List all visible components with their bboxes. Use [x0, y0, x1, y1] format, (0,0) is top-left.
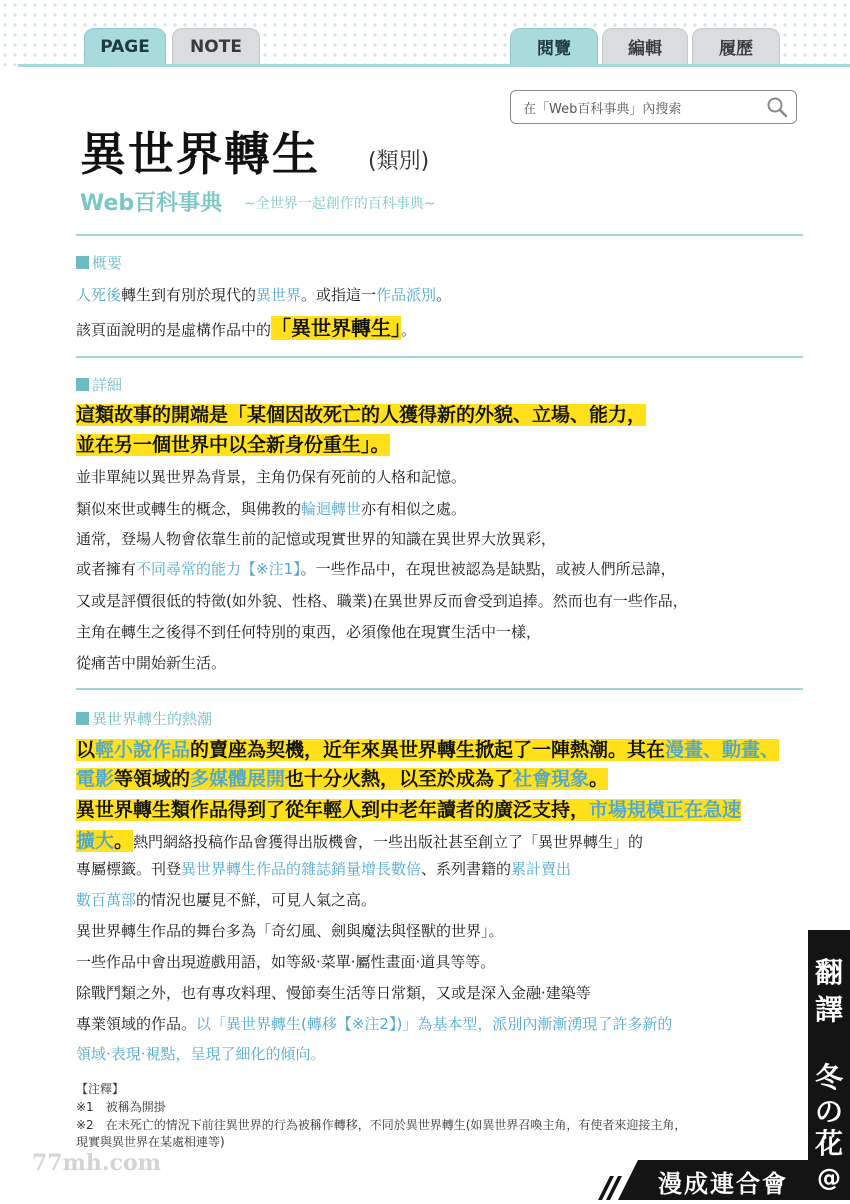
link-ability-note1[interactable]: 不同尋常的能力【※注1】	[136, 560, 301, 578]
text: 以	[76, 739, 96, 761]
boom-bold-1	[76, 735, 779, 762]
link-social-phenomenon[interactable]: 社會現象	[513, 768, 590, 790]
group-credit-badge	[598, 1160, 808, 1200]
tab-history[interactable]: 履歷	[692, 28, 780, 64]
link-manga-anime[interactable]: 漫畫、動畫、	[665, 739, 780, 761]
notes-heading: 【注釋】	[76, 1082, 125, 1096]
text: 的賣座為契機，近年來異世界轉生掀起了一陣熱潮。其在	[190, 739, 666, 761]
group-name: 漫成連合會	[658, 1169, 788, 1198]
tab-note[interactable]: NOTE	[172, 28, 260, 64]
search-icon[interactable]	[766, 96, 788, 118]
tab-read[interactable]: 閱覽	[510, 28, 598, 64]
boom-line-9: 除戰鬥類之外，也有專攻料理、慢節奏生活等日常類，又或是深入金融·建築等	[76, 984, 591, 1002]
text: 。	[401, 321, 417, 339]
detail-line-4	[76, 498, 466, 519]
page-category: (類別)	[368, 149, 430, 174]
boom-line-6	[76, 889, 376, 910]
text: 專業領域的作品。	[76, 1015, 197, 1033]
side-char: 冬	[814, 1061, 843, 1094]
heading-text: 概要	[92, 254, 123, 272]
detail-bold-2	[76, 430, 390, 457]
side-char: の	[814, 1095, 843, 1128]
detail-line-6	[76, 558, 676, 579]
highlight-text: 這類故事的開端是「某個因故死亡的人獲得新的外貌、立場、能力，	[76, 404, 647, 426]
note-2: ※2 在未死亡的情況下前往異世界的行為被稱作轉移，不同於異世界轉生(如異世界召喚主角，有使者來迎接主角，	[76, 1118, 687, 1132]
heading-square-icon	[76, 256, 89, 269]
detail-line-8: 主角在轉生之後得不到任何特別的東西，必須像他在現實生活中一樣，	[76, 623, 542, 641]
highlight-text: 並在另一個世界中以全新身份重生」。	[76, 434, 390, 456]
side-char: @	[817, 1164, 841, 1192]
tab-underline	[18, 64, 850, 67]
link-transfer-note2[interactable]: 以「異世界轉生(轉移【※注2】)」為基本型，派別內漸漸湧現了許多新的	[196, 1015, 673, 1033]
link-multimedia[interactable]: 多媒體展開	[190, 768, 286, 790]
site-tagline: ~全世界一起創作的百科事典~	[244, 196, 436, 212]
detail-line-5: 通常，登場人物會依靠生前的記憶或現實世界的知識在異世界大放異彩，	[76, 530, 557, 548]
text: 。一些作品中，在現世被認為是缺點，或被人們所忌諱，	[300, 560, 676, 578]
boom-line-10	[76, 1013, 672, 1034]
tab-page[interactable]: PAGE	[84, 28, 166, 64]
heading-square-icon	[76, 378, 89, 391]
text: 轉生到有別於現代的	[121, 286, 257, 304]
search-placeholder: 在「Web百科事典」內搜索	[523, 101, 682, 117]
text: 的情況也屢見不鮮，可見人氣之高。	[136, 891, 377, 909]
link-reincarnation[interactable]: 輪迴轉世	[301, 500, 362, 518]
text: 亦有相似之處。	[361, 500, 467, 518]
link-genre[interactable]: 作品派別	[376, 286, 437, 304]
text: 。	[436, 286, 452, 304]
boom-bold-3	[76, 795, 741, 822]
boom-line-4	[76, 826, 643, 853]
boom-line-5	[76, 858, 571, 879]
detail-line-9: 從痛苦中開始新生活。	[76, 654, 227, 672]
text: 或者擁有	[76, 560, 137, 578]
note-3: 現實與異世界在某處相連等)	[76, 1135, 225, 1149]
link-film[interactable]: 電影	[76, 768, 115, 790]
link-millions[interactable]: 數百萬部	[76, 891, 137, 909]
text: 該頁面說明的是虛構作品中的	[76, 321, 272, 339]
text: 、系列書籍的	[421, 860, 512, 878]
section-divider	[76, 688, 803, 690]
text: 。或指這一	[301, 286, 377, 304]
boom-line-11[interactable]: 領域·表現·視點，呈現了細化的傾向。	[76, 1045, 326, 1063]
detail-line-3: 並非單純以異世界為背景，主角仍保有死前的人格和記憶。	[76, 468, 467, 486]
note-1: ※1 被稱為開掛	[76, 1100, 166, 1114]
section-divider	[76, 356, 803, 358]
site-brand[interactable]: Web百科事典	[80, 191, 223, 216]
link-market-size[interactable]: 市場規模正在急速	[589, 799, 742, 821]
text: 專屬標籤。刊登	[76, 860, 182, 878]
text: 等領域的	[114, 768, 191, 790]
link-magazine-sales[interactable]: 異世界轉生作品的雜誌銷量增長數倍	[181, 860, 422, 878]
page-title: 異世界轉生	[80, 127, 320, 181]
boom-line-8: 一些作品中會出現遊戲用語，如等級·菜單·屬性畫面·道具等等。	[76, 953, 496, 971]
side-char: 譯	[814, 993, 843, 1026]
tab-edit[interactable]: 編輯	[602, 28, 688, 64]
text: 。	[589, 768, 609, 790]
section-heading-detail	[76, 374, 122, 395]
side-char: 翻	[814, 956, 843, 989]
boom-bold-2	[76, 764, 608, 791]
text: 類似來世或轉生的概念，與佛教的	[76, 500, 302, 518]
section-heading-overview	[76, 252, 122, 273]
text: 熱門網絡投稿作品會獲得出版機會，一些出版社甚至創立了「異世界轉生」的	[133, 833, 644, 851]
highlight-term: 「異世界轉生」	[271, 316, 402, 340]
link-cumulative-sales[interactable]: 累計賣出	[511, 860, 572, 878]
section-divider	[76, 234, 803, 236]
boom-line-7: 異世界轉生作品的舞台多為「奇幻風、劍與魔法與怪獸的世界」。	[76, 922, 504, 940]
link-light-novel[interactable]: 輕小說作品	[95, 739, 191, 761]
detail-bold-1	[76, 400, 646, 427]
heading-square-icon	[76, 712, 89, 725]
link-death[interactable]: 人死後	[76, 286, 122, 304]
heading-text: 異世界轉生的熱潮	[92, 710, 213, 728]
text: 。	[114, 830, 134, 852]
watermark: 77mh.com	[32, 1150, 161, 1176]
side-char: 花	[814, 1127, 843, 1160]
link-expand[interactable]: 擴大	[76, 830, 115, 852]
heading-text: 詳細	[92, 376, 123, 394]
section-heading-boom	[76, 708, 212, 729]
overview-line-2	[76, 312, 416, 341]
text: 也十分火熱，以至於成為了	[285, 768, 514, 790]
text: 異世界轉生類作品得到了從年輕人到中老年讀者的廣泛支持，	[76, 799, 590, 821]
detail-line-7: 又或是評價很低的特徵(如外貌、性格、職業)在異世界反而會受到追捧。然而也有一些作品，	[76, 592, 688, 610]
overview-line-1	[76, 284, 451, 305]
search-input[interactable]	[510, 90, 797, 124]
link-isekai[interactable]: 異世界	[256, 286, 302, 304]
